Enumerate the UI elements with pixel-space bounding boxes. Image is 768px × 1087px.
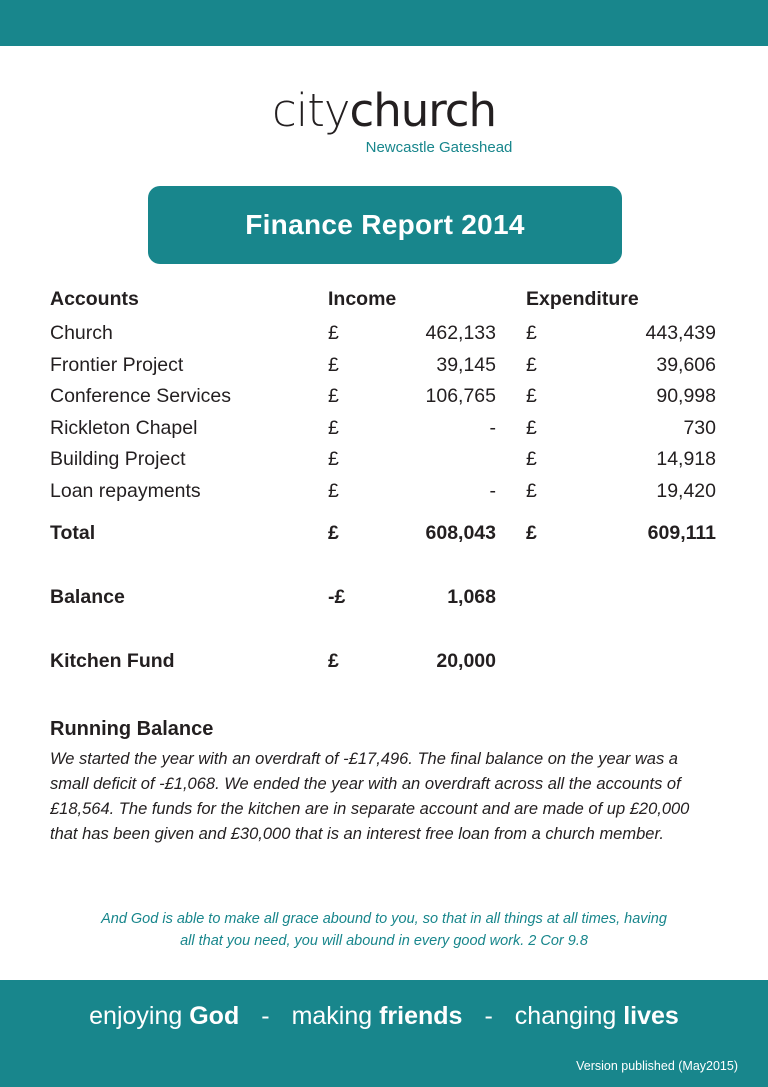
table-row [50, 322, 718, 354]
total-expenditure-currency: £ [526, 522, 537, 544]
bottom-accent-bar [0, 980, 768, 1087]
expenditure-value: 90,998 [656, 385, 716, 407]
row-label: Conference Services [50, 385, 232, 407]
row-label: Frontier Project [50, 353, 184, 376]
kitchen-fund-label: Kitchen Fund [50, 650, 175, 672]
column-header-accounts: Accounts [50, 288, 139, 310]
table-row [50, 354, 718, 386]
income-value: 106,765 [425, 385, 496, 407]
report-title-banner [148, 186, 622, 264]
page-title: Finance Report 2014 [245, 209, 525, 240]
running-balance-text: We started the year with an overdraft of -£17,496. The final balance on the year was a small deficit of -£1,068. We ended the year with an overdraft across all the accounts of £18,564. The funds for the kitchen are in separate account and are made of up £20,000 that has been given and £30,000 that is an interest free loan from a church member. [50, 750, 690, 844]
strapline-2-light: making [291, 1002, 380, 1030]
income-value: - [489, 416, 496, 439]
income-currency: £ [328, 385, 339, 407]
total-row [50, 522, 718, 556]
table-row [50, 417, 718, 449]
balance-row [50, 586, 718, 620]
expenditure-value: 730 [683, 416, 716, 439]
expenditure-currency: £ [526, 322, 537, 344]
income-value: 462,133 [425, 322, 496, 344]
strapline-separator-2: - [484, 1002, 493, 1030]
expenditure-currency: £ [526, 353, 537, 376]
logo-word-city: city [271, 84, 350, 137]
verse-line-1: And God is able to make all grace abound to you, so that in all things at all times, having [101, 911, 667, 927]
strapline-segment-1 [89, 1002, 239, 1031]
expenditure-currency: £ [526, 416, 537, 439]
strapline-separator-1: - [261, 1002, 270, 1030]
expenditure-currency: £ [526, 479, 537, 502]
column-header-income: Income [328, 288, 397, 310]
row-label: Building Project [50, 448, 186, 470]
row-label: Rickleton Chapel [50, 416, 198, 439]
strapline-1-light: enjoying [89, 1002, 190, 1030]
strapline [0, 1002, 768, 1031]
expenditure-currency: £ [526, 448, 537, 470]
total-expenditure-value: 609,111 [647, 522, 716, 544]
table-row [50, 385, 718, 417]
expenditure-value: 443,439 [645, 322, 716, 344]
kitchen-fund-value: 20,000 [436, 650, 496, 672]
strapline-segment-3 [515, 1002, 679, 1031]
total-label: Total [50, 522, 96, 544]
expenditure-value: 19,420 [656, 479, 716, 502]
income-value: 39,145 [436, 353, 496, 376]
strapline-2-bold: friends [379, 1002, 463, 1030]
strapline-3-light: changing [514, 1002, 624, 1030]
row-label: Loan repayments [50, 479, 201, 502]
logo-wordmark [0, 84, 768, 137]
brand-logo [0, 84, 768, 156]
balance-currency: -£ [328, 586, 346, 608]
row-label: Church [50, 322, 113, 344]
expenditure-value: 39,606 [656, 353, 716, 376]
top-accent-bar [0, 0, 768, 46]
strapline-1-bold: God [189, 1002, 240, 1030]
logo-word-church: church [349, 84, 497, 137]
income-currency: £ [328, 353, 339, 376]
strapline-segment-2 [292, 1002, 463, 1031]
table-row [50, 480, 718, 512]
verse-line-2: all that you need, you will abound in every good work. 2 Cor 9.8 [180, 933, 588, 950]
income-currency: £ [328, 416, 339, 439]
table-row [50, 448, 718, 480]
income-currency: £ [328, 322, 339, 344]
balance-label: Balance [50, 586, 125, 608]
income-currency: £ [328, 479, 339, 502]
accounts-table [50, 288, 718, 684]
expenditure-value: 14,918 [656, 448, 716, 470]
row-spacer [50, 556, 718, 586]
column-header-expenditure: Expenditure [526, 288, 639, 310]
running-balance-section [50, 718, 710, 847]
table-header-row [50, 288, 718, 322]
balance-value: 1,068 [447, 586, 496, 608]
running-balance-heading: Running Balance [50, 718, 214, 740]
logo-subtitle: Newcastle Gateshead [365, 139, 513, 156]
row-spacer [50, 620, 718, 650]
income-currency: £ [328, 448, 339, 470]
income-value: - [489, 479, 496, 502]
kitchen-fund-currency: £ [328, 650, 339, 672]
scripture-verse [50, 908, 718, 953]
strapline-3-bold: lives [623, 1002, 679, 1030]
expenditure-currency: £ [526, 385, 537, 407]
total-income-value: 608,043 [425, 522, 496, 544]
kitchen-fund-row [50, 650, 718, 684]
total-income-currency: £ [328, 522, 339, 544]
version-note: Version published (May2015) [576, 1059, 738, 1073]
